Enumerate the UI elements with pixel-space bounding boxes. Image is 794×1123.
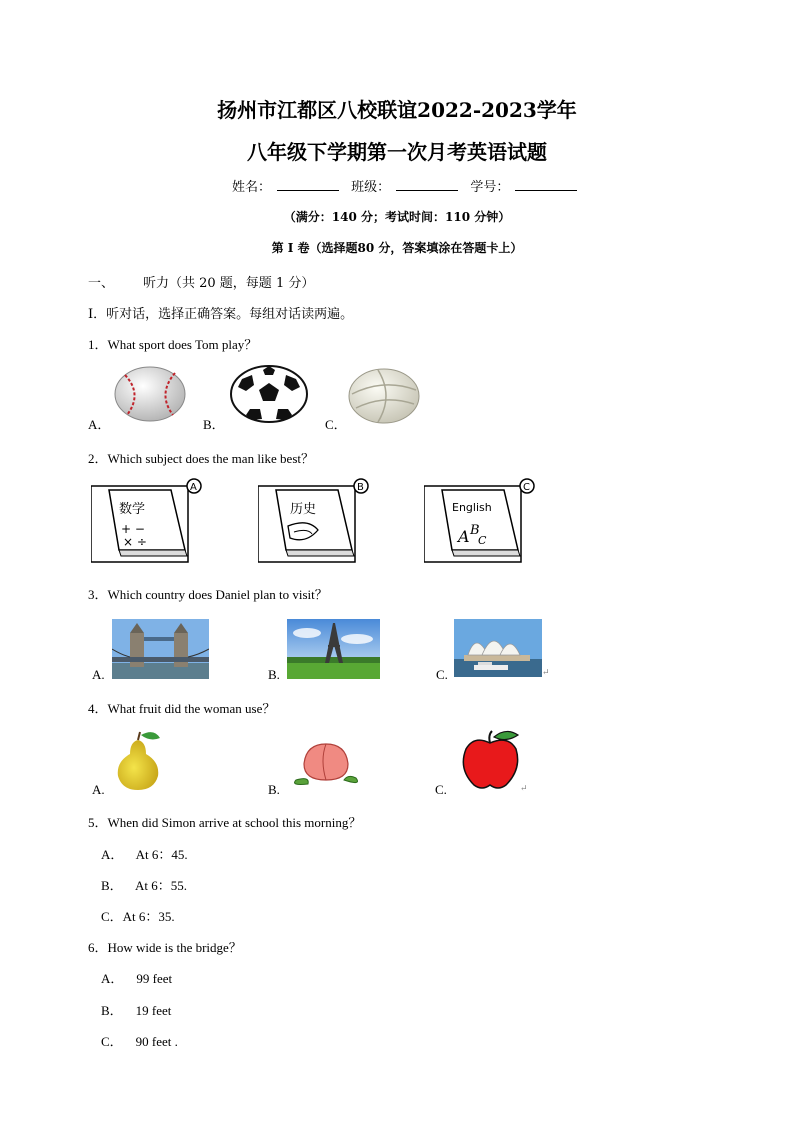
q6-option-b[interactable]: B． 19 feet bbox=[101, 1003, 172, 1018]
opera-house-icon[interactable] bbox=[454, 619, 542, 677]
question-1: 1．What sport does Tom play？ bbox=[88, 337, 258, 352]
part-note: 第 I 卷（选择题80 分，答案填涂在答题卡上） bbox=[271, 241, 523, 255]
return-mark: ↵ bbox=[542, 668, 550, 678]
q1-label-a: A． bbox=[88, 417, 111, 432]
eiffel-tower-icon[interactable] bbox=[287, 619, 380, 679]
section-number: 一、 bbox=[88, 276, 115, 291]
badge-c: C bbox=[523, 482, 530, 493]
badge-b: B bbox=[357, 482, 364, 493]
apple-icon[interactable] bbox=[458, 729, 524, 791]
student-info-row bbox=[232, 176, 585, 195]
q6-option-a[interactable]: A． 99 feet bbox=[101, 971, 173, 986]
svg-text:+ −: + − bbox=[121, 522, 145, 536]
q5-option-a[interactable]: A． At 6：45. bbox=[101, 847, 188, 862]
q3-label-c: C. bbox=[436, 667, 448, 682]
section-instruction: I．听对话，选择正确答案。每组对话读两遍。 bbox=[88, 307, 354, 322]
q5-option-b[interactable]: B． At 6：55. bbox=[101, 878, 187, 893]
math-book-title: 数学 bbox=[119, 502, 146, 517]
q4-label-b: B. bbox=[268, 782, 280, 797]
q4-label-a: A. bbox=[92, 782, 105, 797]
q3-label-a: A. bbox=[92, 667, 105, 682]
question-2: 2．Which subject does the man like best？ bbox=[88, 451, 315, 466]
question-6: 6．How wide is the bridge？ bbox=[88, 940, 242, 955]
svg-text:B: B bbox=[470, 523, 480, 538]
q1-label-b: B． bbox=[203, 417, 225, 432]
q6-option-c[interactable]: C． 90 feet . bbox=[101, 1034, 178, 1049]
class-label: 班级： bbox=[351, 180, 391, 195]
english-book-icon[interactable] bbox=[424, 478, 536, 564]
peach-icon[interactable] bbox=[290, 740, 362, 786]
section-heading: 听力（共 20 题，每题 1 分） bbox=[143, 276, 315, 291]
score-note: （满分：140 分；考试时间：110 分钟） bbox=[283, 210, 511, 224]
history-book-icon[interactable] bbox=[258, 478, 370, 564]
class-blank[interactable] bbox=[396, 178, 458, 191]
math-book-icon[interactable] bbox=[91, 478, 203, 564]
question-4: 4．What fruit did the woman use？ bbox=[88, 701, 276, 716]
svg-text:A: A bbox=[458, 527, 470, 546]
svg-text:C: C bbox=[478, 534, 487, 547]
return-mark-2: ↵ bbox=[520, 784, 528, 794]
volleyball-icon[interactable] bbox=[348, 368, 420, 424]
history-book-title: 历史 bbox=[290, 502, 317, 517]
tower-bridge-icon[interactable] bbox=[112, 619, 209, 679]
english-book-title: English bbox=[452, 501, 492, 514]
badge-a: A bbox=[190, 482, 197, 493]
id-blank[interactable] bbox=[515, 178, 577, 191]
q4-label-c: C. bbox=[435, 782, 447, 797]
name-label: 姓名： bbox=[232, 180, 272, 195]
q5-option-c[interactable]: C．At 6：35. bbox=[101, 909, 175, 924]
svg-text:× ÷: × ÷ bbox=[123, 535, 147, 549]
id-label: 学号： bbox=[470, 180, 510, 195]
name-blank[interactable] bbox=[277, 178, 339, 191]
pear-icon[interactable] bbox=[108, 730, 168, 792]
q3-label-b: B. bbox=[268, 667, 280, 682]
soccer-ball-icon[interactable] bbox=[230, 365, 308, 423]
question-3: 3．Which country does Daniel plan to visit？ bbox=[88, 587, 328, 602]
q1-label-c: C． bbox=[325, 417, 347, 432]
exam-title-line2: 八年级下学期第一次月考英语试题 bbox=[247, 140, 547, 164]
exam-title-line1: 扬州市江都区八校联谊2022-2023学年 bbox=[217, 98, 577, 122]
baseball-icon[interactable] bbox=[113, 365, 187, 423]
question-5: 5．When did Simon arrive at school this morning？ bbox=[88, 815, 362, 830]
